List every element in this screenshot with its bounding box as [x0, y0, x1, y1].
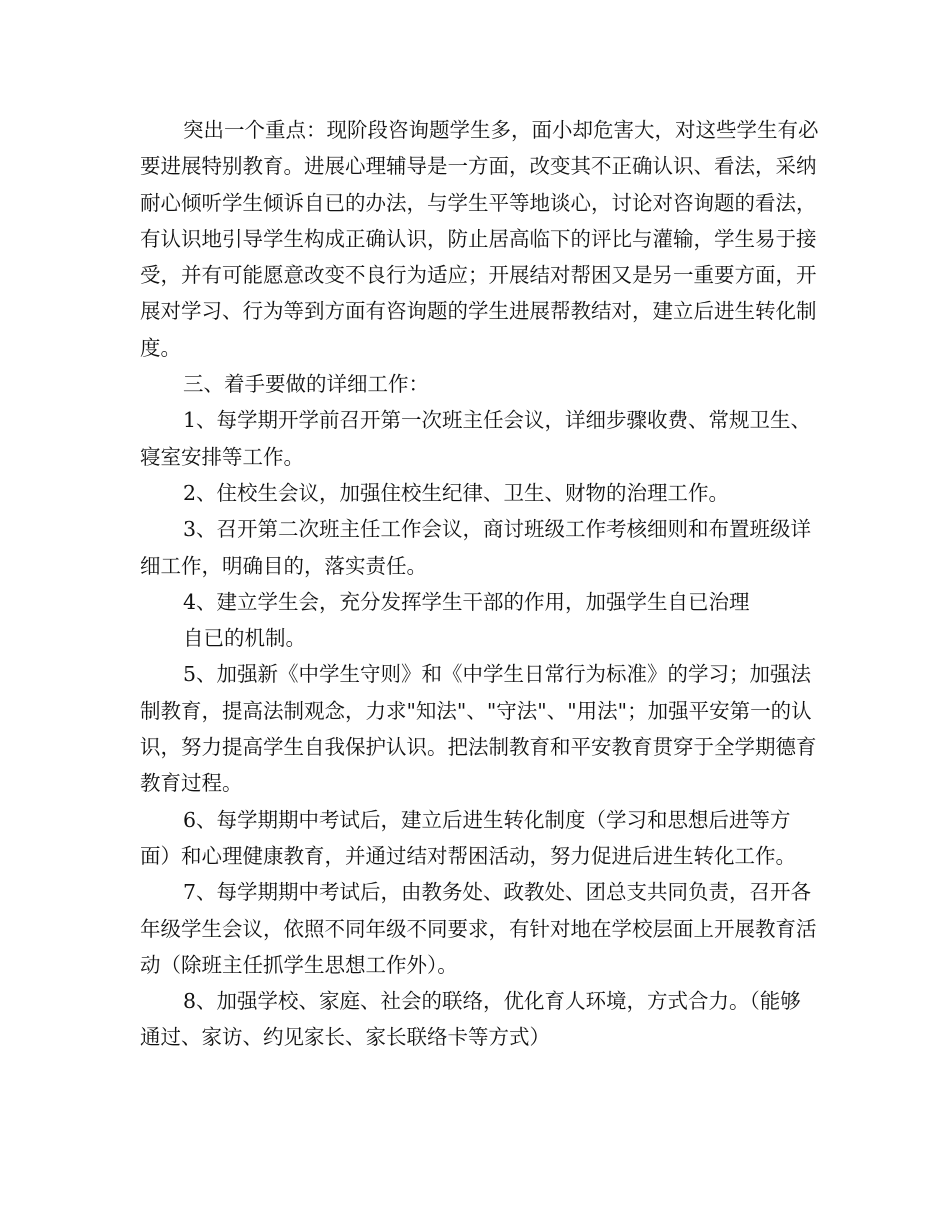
paragraph-key-point: 突出一个重点：现阶段咨询题学生多，面小却危害大，对这些学生有必要进展特别教育。进展心理辅导是一方面，改变其不正确认识、看法，采纳耐心倾听学生倾诉自已的办法，与学生平等地谈心，讨论对咨询题的看法，有认识地引导学生构成正确认识，防止居高临下的评比与灌输，学生易于接受，并有可能愿意改变不良行为适应；开展结对帮困又是另一重要方面，开展对学习、行为等到方面有咨询题的学生进展帮教结对，建立后进生转化制度。 — [140, 118, 819, 360]
list-item: 4、建立学生会，充分发挥学生干部的作用，加强学生自已治理 — [183, 589, 750, 614]
list-item: 1、每学期开学前召开第一次班主任会议，详细步骤收费、常规卫生、寝室安排等工作。 — [140, 408, 812, 469]
list-item: 6、每学期期中考试后，建立后进生转化制度（学习和思想后进等方面）和心理健康教育，并通过结对帮困活动，努力促进后进生转化工作。 — [140, 807, 796, 868]
list-item: 2、住校生会议，加强住校生纪律、卫生、财物的治理工作。 — [183, 480, 730, 505]
list-item: 3、召开第二次班主任工作会议，商讨班级工作考核细则和布置班级详细工作，明确目的，落实责任。 — [140, 517, 812, 578]
list-item: 8、加强学校、家庭、社会的联络，优化育人环境，方式合力。（能够通过、家访、约见家长、家长联络卡等方式） — [140, 989, 801, 1050]
section-heading: 三、着手要做的详细工作： — [183, 372, 429, 397]
document-body — [140, 112, 820, 1056]
list-item: 7、每学期期中考试后，由教务处、政教处、团总支共同负责，召开各年级学生会议，依照不同年级不同要求，有针对地在学校层面上开展教育活动（除班主任抓学生思想工作外）。 — [140, 880, 817, 977]
list-item: 5、加强新《中学生守则》和《中学生日常行为标准》的学习；加强法制教育，提高法制观念，力求"知法"、"守法"、"用法"；加强平安第一的认识，努力提高学生自我保护认识。把法制教育和平安教育贯穿于全学期德育教育过程。 — [140, 662, 817, 796]
list-item-continuation: 自已的机制。 — [183, 626, 306, 651]
